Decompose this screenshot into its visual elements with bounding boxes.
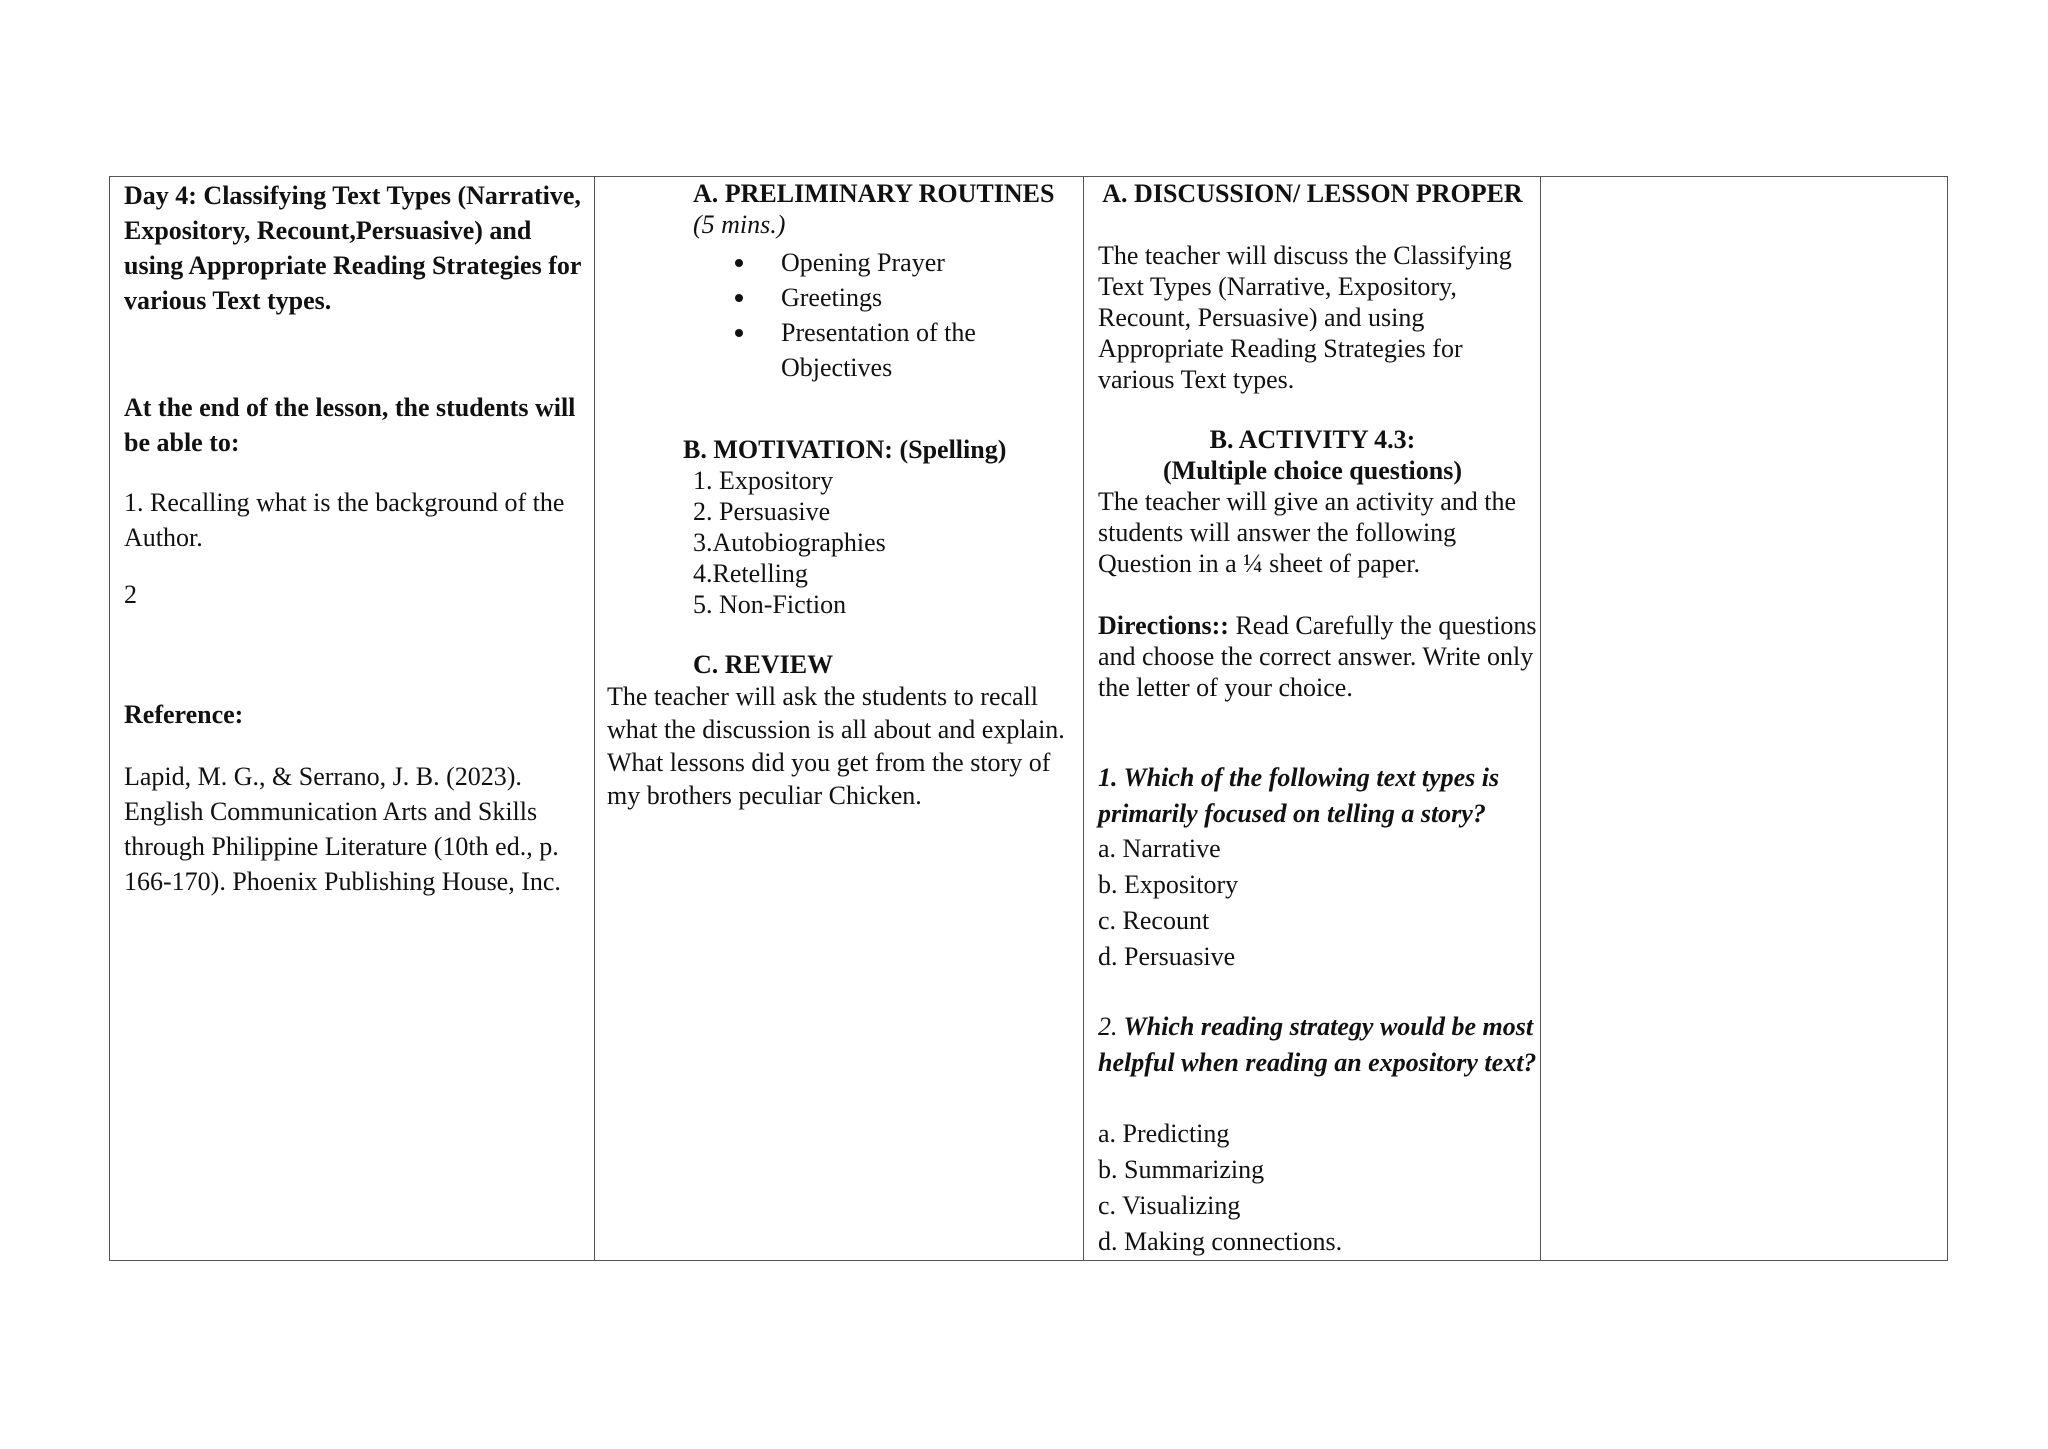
- question-2: [1098, 1009, 1538, 1081]
- discussion-heading: A. DISCUSSION/ LESSON PROPER: [1102, 179, 1523, 208]
- list-item: Greetings: [693, 280, 1073, 315]
- preliminary-time: (5 mins.): [693, 210, 786, 239]
- activity-heading: [1094, 424, 1531, 486]
- routines-list: [693, 245, 1073, 385]
- list-item: d. Persuasive: [1098, 942, 1236, 971]
- question-1: 1. Which of the following text types is primarily focused on telling a story?: [1098, 763, 1500, 828]
- list-item: b. Expository: [1098, 870, 1239, 899]
- list-item: 4.Retelling: [693, 559, 808, 588]
- lesson-plan-table: [109, 176, 1948, 1261]
- directions: [1098, 610, 1538, 703]
- reference-heading: Reference:: [124, 700, 244, 729]
- review-text: The teacher will ask the students to recall what the discussion is all about and explain. What lessons did you get from the story of my brothers peculiar Chicken.: [607, 682, 1065, 810]
- activity-heading-line: (Multiple choice questions): [1163, 456, 1462, 485]
- lesson-title: Day 4: Classifying Text Types (Narrative, Expository, Recount,Persuasive) and using Appropriate Reading Strategies for various Text types.: [124, 181, 581, 315]
- objectives-column: [110, 177, 595, 1260]
- list-item: a. Predicting: [1098, 1119, 1230, 1148]
- list-item: c. Visualizing: [1098, 1191, 1241, 1220]
- objective-item: 1. Recalling what is the background of the Author.: [124, 488, 565, 552]
- list-item: Presentation of the Objectives: [693, 315, 1073, 385]
- bullet-icon: [735, 259, 743, 267]
- remarks-column: [1541, 177, 1947, 1260]
- list-item: 5. Non-Fiction: [693, 590, 847, 619]
- discussion-column: [1084, 177, 1541, 1260]
- spelling-list: [693, 465, 1073, 620]
- list-item: 3.Autobiographies: [693, 528, 886, 557]
- list-item: Opening Prayer: [693, 245, 1073, 280]
- list-item: 2. Persuasive: [693, 497, 831, 526]
- list-item: d. Making connections.: [1098, 1227, 1343, 1256]
- directions-text: Read Carefully the questions and choose the correct answer. Write only the letter of your choice.: [1098, 611, 1537, 702]
- activity-text: The teacher will give an activity and the students will answer the following Question in a ¼ sheet of paper.: [1098, 487, 1516, 578]
- question-1-options: [1098, 831, 1538, 975]
- preliminary-heading-text: A. PRELIMINARY ROUTINES: [693, 179, 1055, 208]
- motivation-heading: B. MOTIVATION: (Spelling): [683, 435, 1007, 464]
- discussion-text: The teacher will discuss the Classifying Text Types (Narrative, Expository, Recount, Persuasive) and using Appropriate Reading Strategies for various Text types.: [1098, 241, 1512, 394]
- directions-colon: :: [1220, 611, 1229, 640]
- preliminary-heading: [693, 178, 1073, 240]
- question-2-number: 2.: [1098, 1012, 1118, 1041]
- question-2-text: Which reading strategy would be most helpful when reading an expository text?: [1098, 1012, 1537, 1077]
- procedures-column: [595, 177, 1084, 1260]
- bullet-icon: [735, 329, 743, 337]
- list-item: b. Summarizing: [1098, 1155, 1265, 1184]
- question-2-options: [1098, 1116, 1538, 1260]
- reference-text: Lapid, M. G., & Serrano, J. B. (2023). English Communication Arts and Skills through Philippine Literature (10th ed., p. 166-170). Phoenix Publishing House, Inc.: [124, 762, 561, 896]
- list-item: 1. Expository: [693, 466, 834, 495]
- activity-heading-line: B. ACTIVITY 4.3:: [1209, 425, 1416, 454]
- list-item: c. Recount: [1098, 906, 1210, 935]
- objective-item: 2: [124, 580, 137, 609]
- objectives-intro: At the end of the lesson, the students will be able to:: [124, 393, 576, 457]
- review-heading: C. REVIEW: [693, 650, 834, 679]
- directions-label: Directions:: [1098, 611, 1221, 640]
- list-item: a. Narrative: [1098, 834, 1221, 863]
- bullet-icon: [735, 294, 743, 302]
